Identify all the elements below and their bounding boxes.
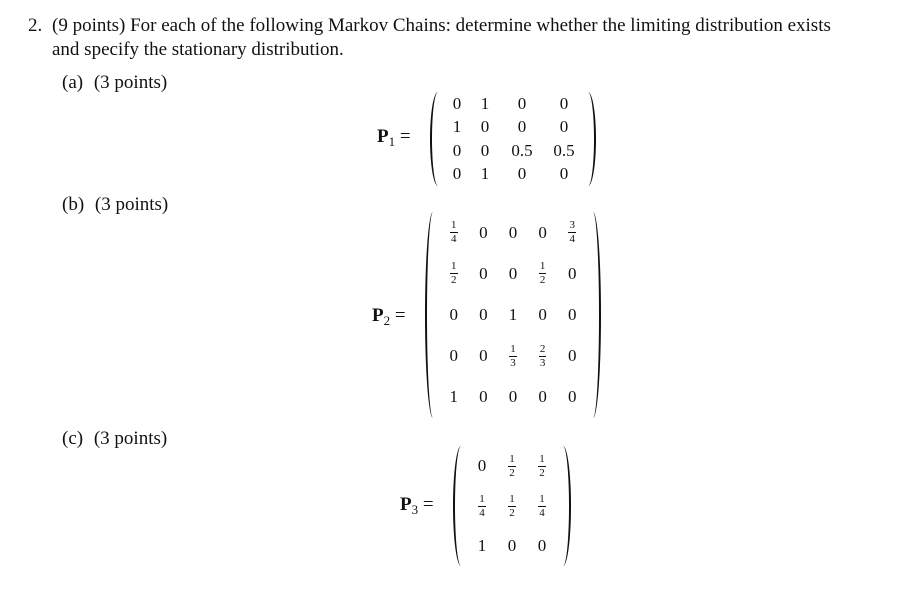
matrix-p2-label: $P_2$ =	[372, 305, 406, 328]
matrix-cell	[557, 220, 587, 245]
matrix-cell: 0	[559, 117, 569, 137]
matrix-p1-symbol: P	[377, 126, 389, 147]
matrix-cell: 0	[567, 387, 577, 407]
matrix-p3-subscript: 3	[411, 502, 419, 517]
matrix-p2-grid	[439, 212, 587, 418]
matrix-cell: 0	[537, 536, 547, 555]
part-b-heading	[62, 194, 168, 216]
fraction-numerator: 1	[539, 452, 545, 465]
matrix-cell: 1	[477, 536, 487, 555]
matrix-cell: 0	[559, 93, 569, 113]
matrix-cell: 0	[449, 304, 459, 324]
matrix-p1-label: $P_1$ =	[377, 126, 411, 149]
fraction-numerator: 1	[509, 452, 515, 465]
part-a-points: (3 points)	[93, 72, 168, 93]
fraction	[508, 494, 516, 519]
fraction-denominator: 2	[539, 466, 545, 479]
fraction-denominator: 4	[451, 233, 457, 246]
fraction	[478, 494, 486, 519]
part-b-points: (3 points)	[94, 194, 169, 215]
matrix-cell: 0	[567, 346, 577, 366]
fraction-numerator: 1	[509, 492, 515, 505]
matrix-cell: 0	[477, 456, 487, 475]
fraction-numerator: 3	[569, 219, 575, 232]
fraction-numerator: 1	[451, 260, 457, 273]
fraction	[450, 220, 458, 245]
fraction-denominator: 4	[569, 233, 575, 246]
question-text-line2: and specify the stationary distribution.	[52, 39, 344, 60]
fraction-denominator: 3	[539, 356, 546, 369]
matrix-p3	[453, 446, 571, 566]
fraction	[539, 261, 547, 286]
part-a-heading	[62, 72, 167, 94]
part-c-points: (3 points)	[93, 428, 168, 449]
matrix-cell: 0	[479, 304, 488, 324]
matrix-cell: 1	[480, 164, 490, 184]
matrix-cell	[498, 344, 528, 369]
matrix-cell: 0	[452, 93, 462, 113]
part-c-label: (c)	[62, 428, 84, 449]
matrix-p2	[425, 212, 601, 418]
fraction	[538, 454, 546, 479]
matrix-cell: 0	[479, 387, 488, 407]
matrix-cell: 0	[567, 263, 577, 283]
matrix-p1	[430, 92, 596, 186]
fraction	[539, 344, 547, 369]
right-paren	[555, 446, 571, 566]
matrix-p2-symbol: P	[372, 305, 384, 326]
matrix-cell	[528, 344, 558, 369]
fraction-denominator: 4	[539, 506, 545, 519]
matrix-cell: 0	[507, 536, 517, 555]
matrix-cell: 0	[559, 164, 569, 184]
matrix-cell: 0	[538, 387, 547, 407]
matrix-cell: 0	[567, 304, 577, 324]
matrix-cell: 1	[449, 387, 459, 407]
matrix-cell: 0.5	[511, 140, 533, 160]
matrix-cell: 0	[449, 346, 459, 366]
matrix-cell: 1	[480, 93, 490, 113]
matrix-cell	[467, 494, 497, 519]
part-c-heading	[62, 428, 167, 450]
fraction	[568, 220, 576, 245]
matrix-cell: 0.5	[553, 140, 575, 160]
fraction-denominator: 2	[451, 274, 457, 287]
fraction-numerator: 1	[451, 219, 457, 232]
matrix-cell: 0	[479, 263, 488, 283]
matrix-cell	[527, 494, 557, 519]
matrix-cell	[527, 454, 557, 479]
matrix-cell: 0	[508, 222, 518, 242]
fraction-numerator: 1	[539, 492, 545, 505]
fraction-numerator: 1	[510, 342, 516, 355]
question-number: 2.	[28, 15, 43, 36]
matrix-p3-label: $P_3$ =	[400, 494, 434, 517]
fraction-denominator: 2	[539, 274, 546, 287]
matrix-p3-symbol: P	[400, 494, 412, 515]
matrix-cell: 0	[508, 387, 518, 407]
matrix-p1-grid	[444, 92, 582, 186]
fraction-numerator: 2	[539, 342, 546, 355]
part-b-label: (b)	[62, 194, 85, 215]
matrix-cell	[439, 220, 469, 245]
matrix-cell: 0	[508, 263, 518, 283]
question-text-line1: (9 points) For each of the following Markov Chains: determine whether the limiting distribution exists	[52, 15, 831, 36]
matrix-cell: 0	[517, 164, 527, 184]
matrix-cell: 0	[538, 304, 547, 324]
fraction	[538, 494, 546, 519]
matrix-p2-subscript: 2	[383, 313, 391, 328]
matrix-cell: 0	[479, 222, 488, 242]
matrix-p1-subscript: 1	[388, 134, 396, 149]
matrix-cell: 0	[538, 222, 547, 242]
matrix-cell: 0	[452, 140, 462, 160]
fraction-numerator: 1	[539, 260, 546, 273]
matrix-cell	[528, 261, 558, 286]
fraction-denominator: 2	[509, 466, 515, 479]
fraction-denominator: 3	[510, 356, 516, 369]
matrix-cell	[439, 261, 469, 286]
fraction	[450, 261, 458, 286]
fraction-denominator: 4	[479, 506, 485, 519]
matrix-cell: 1	[452, 117, 462, 137]
matrix-cell: 0	[480, 140, 490, 160]
fraction	[509, 344, 517, 369]
fraction-denominator: 2	[509, 506, 515, 519]
matrix-p3-grid	[467, 446, 557, 566]
matrix-cell: 1	[508, 304, 518, 324]
matrix-cell: 0	[480, 117, 490, 137]
matrix-cell: 0	[479, 346, 488, 366]
matrix-cell	[497, 494, 527, 519]
fraction-numerator: 1	[479, 492, 485, 505]
matrix-cell: 0	[517, 93, 527, 113]
matrix-cell: 0	[452, 164, 462, 184]
fraction	[508, 454, 516, 479]
matrix-cell	[497, 454, 527, 479]
right-paren	[585, 212, 601, 418]
matrix-cell: 0	[517, 117, 527, 137]
part-a-label: (a)	[62, 72, 84, 93]
